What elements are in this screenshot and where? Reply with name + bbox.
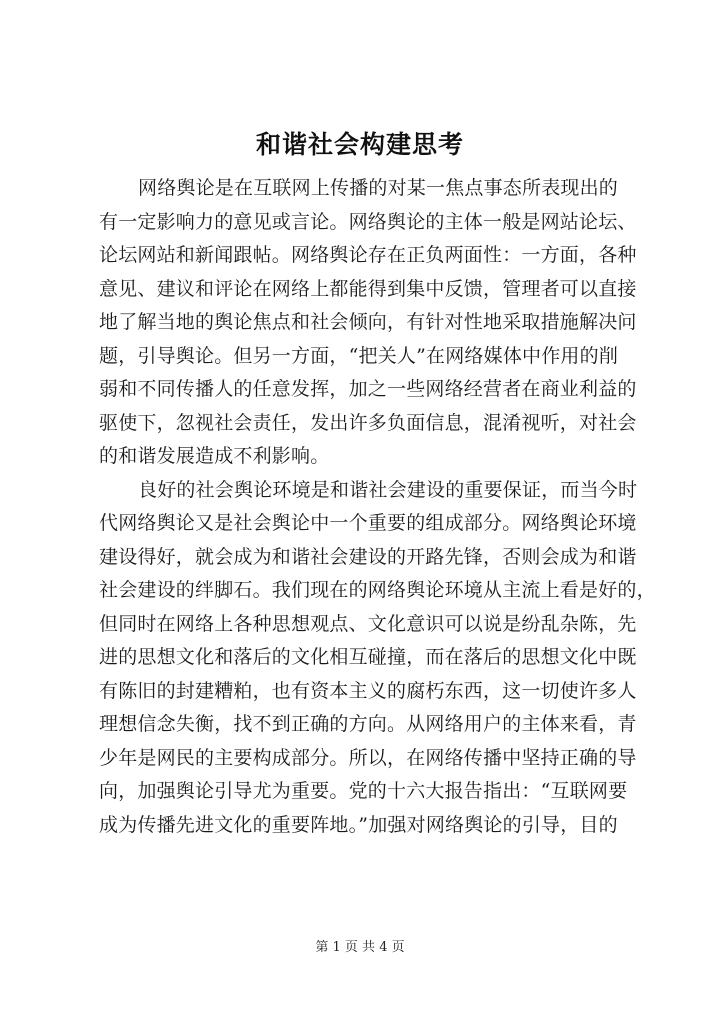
paragraph-2-line: 建设得好，就会成为和谐社会建设的开路先锋，否则会成为和谐: [99, 545, 637, 568]
paragraph-1-line: 意见、建议和评论在网络上都能得到集中反馈，管理者可以直接: [99, 277, 637, 300]
document-title: 和谐社会构建思考: [255, 130, 464, 159]
paragraph-2-line: 但同时在网络上各种思想观点、文化意识可以说是纷乱杂陈，先: [99, 612, 637, 635]
paragraph-1-line: 的和谐发展造成不利影响。: [99, 445, 330, 467]
paragraph-2-line: 有陈旧的封建糟粕，也有资本主义的腐朽东西，这一切使许多人: [99, 679, 637, 702]
paragraph-1-line: 地了解当地的舆论焦点和社会倾向，有针对性地采取措施解决问: [99, 311, 637, 333]
paragraph-1-line: 题，引导舆论。但另一方面，“把关人”在网络媒体中作用的削: [99, 344, 619, 367]
paragraph-1-line: 网络舆论是在互联网上传播的对某一焦点事态所表现出的: [138, 177, 619, 199]
document-body: [99, 172, 656, 842]
paragraph-2-line: 代网络舆论又是社会舆论中一个重要的组成部分。网络舆论环境: [99, 512, 637, 534]
paragraph-2-line: 进的思想文化和落后的文化相互碰撞，而在落后的思想文化中既: [99, 646, 637, 668]
paragraph-2-line: 社会建设的绊脚石。我们现在的网络舆论环境从主流上看是好的，: [99, 579, 656, 601]
paragraph-1-line: 驱使下，忽视社会责任，发出许多负面信息，混淆视听，对社会: [99, 411, 637, 434]
paragraph-2-line: 少年是网民的主要构成部分。所以，在网络传播中坚持正确的导: [99, 746, 637, 769]
page-number-footer: 第 1 页 共 4 页: [315, 940, 405, 955]
paragraph-2-line: 成为传播先进文化的重要阵地。”加强对网络舆论的引导，目的: [99, 813, 618, 836]
paragraph-2-line: 良好的社会舆论环境是和谐社会建设的重要保证，而当今时: [138, 478, 638, 501]
paragraph-2-line: 向，加强舆论引导尤为重要。党的十六大报告指出：“互联网要: [99, 780, 628, 802]
paragraph-1-line: 有一定影响力的意见或言论。网络舆论的主体一般是网站论坛、: [99, 210, 637, 233]
paragraph-1-line: 论坛网站和新闻跟帖。网络舆论存在正负两面性：一方面，各种: [99, 244, 637, 266]
paragraph-2-line: 理想信念失衡，找不到正确的方向。从网络用户的主体来看，青: [99, 713, 637, 735]
paragraph-1-line: 弱和不同传播人的任意发挥，加之一些网络经营者在商业利益的: [99, 378, 637, 400]
